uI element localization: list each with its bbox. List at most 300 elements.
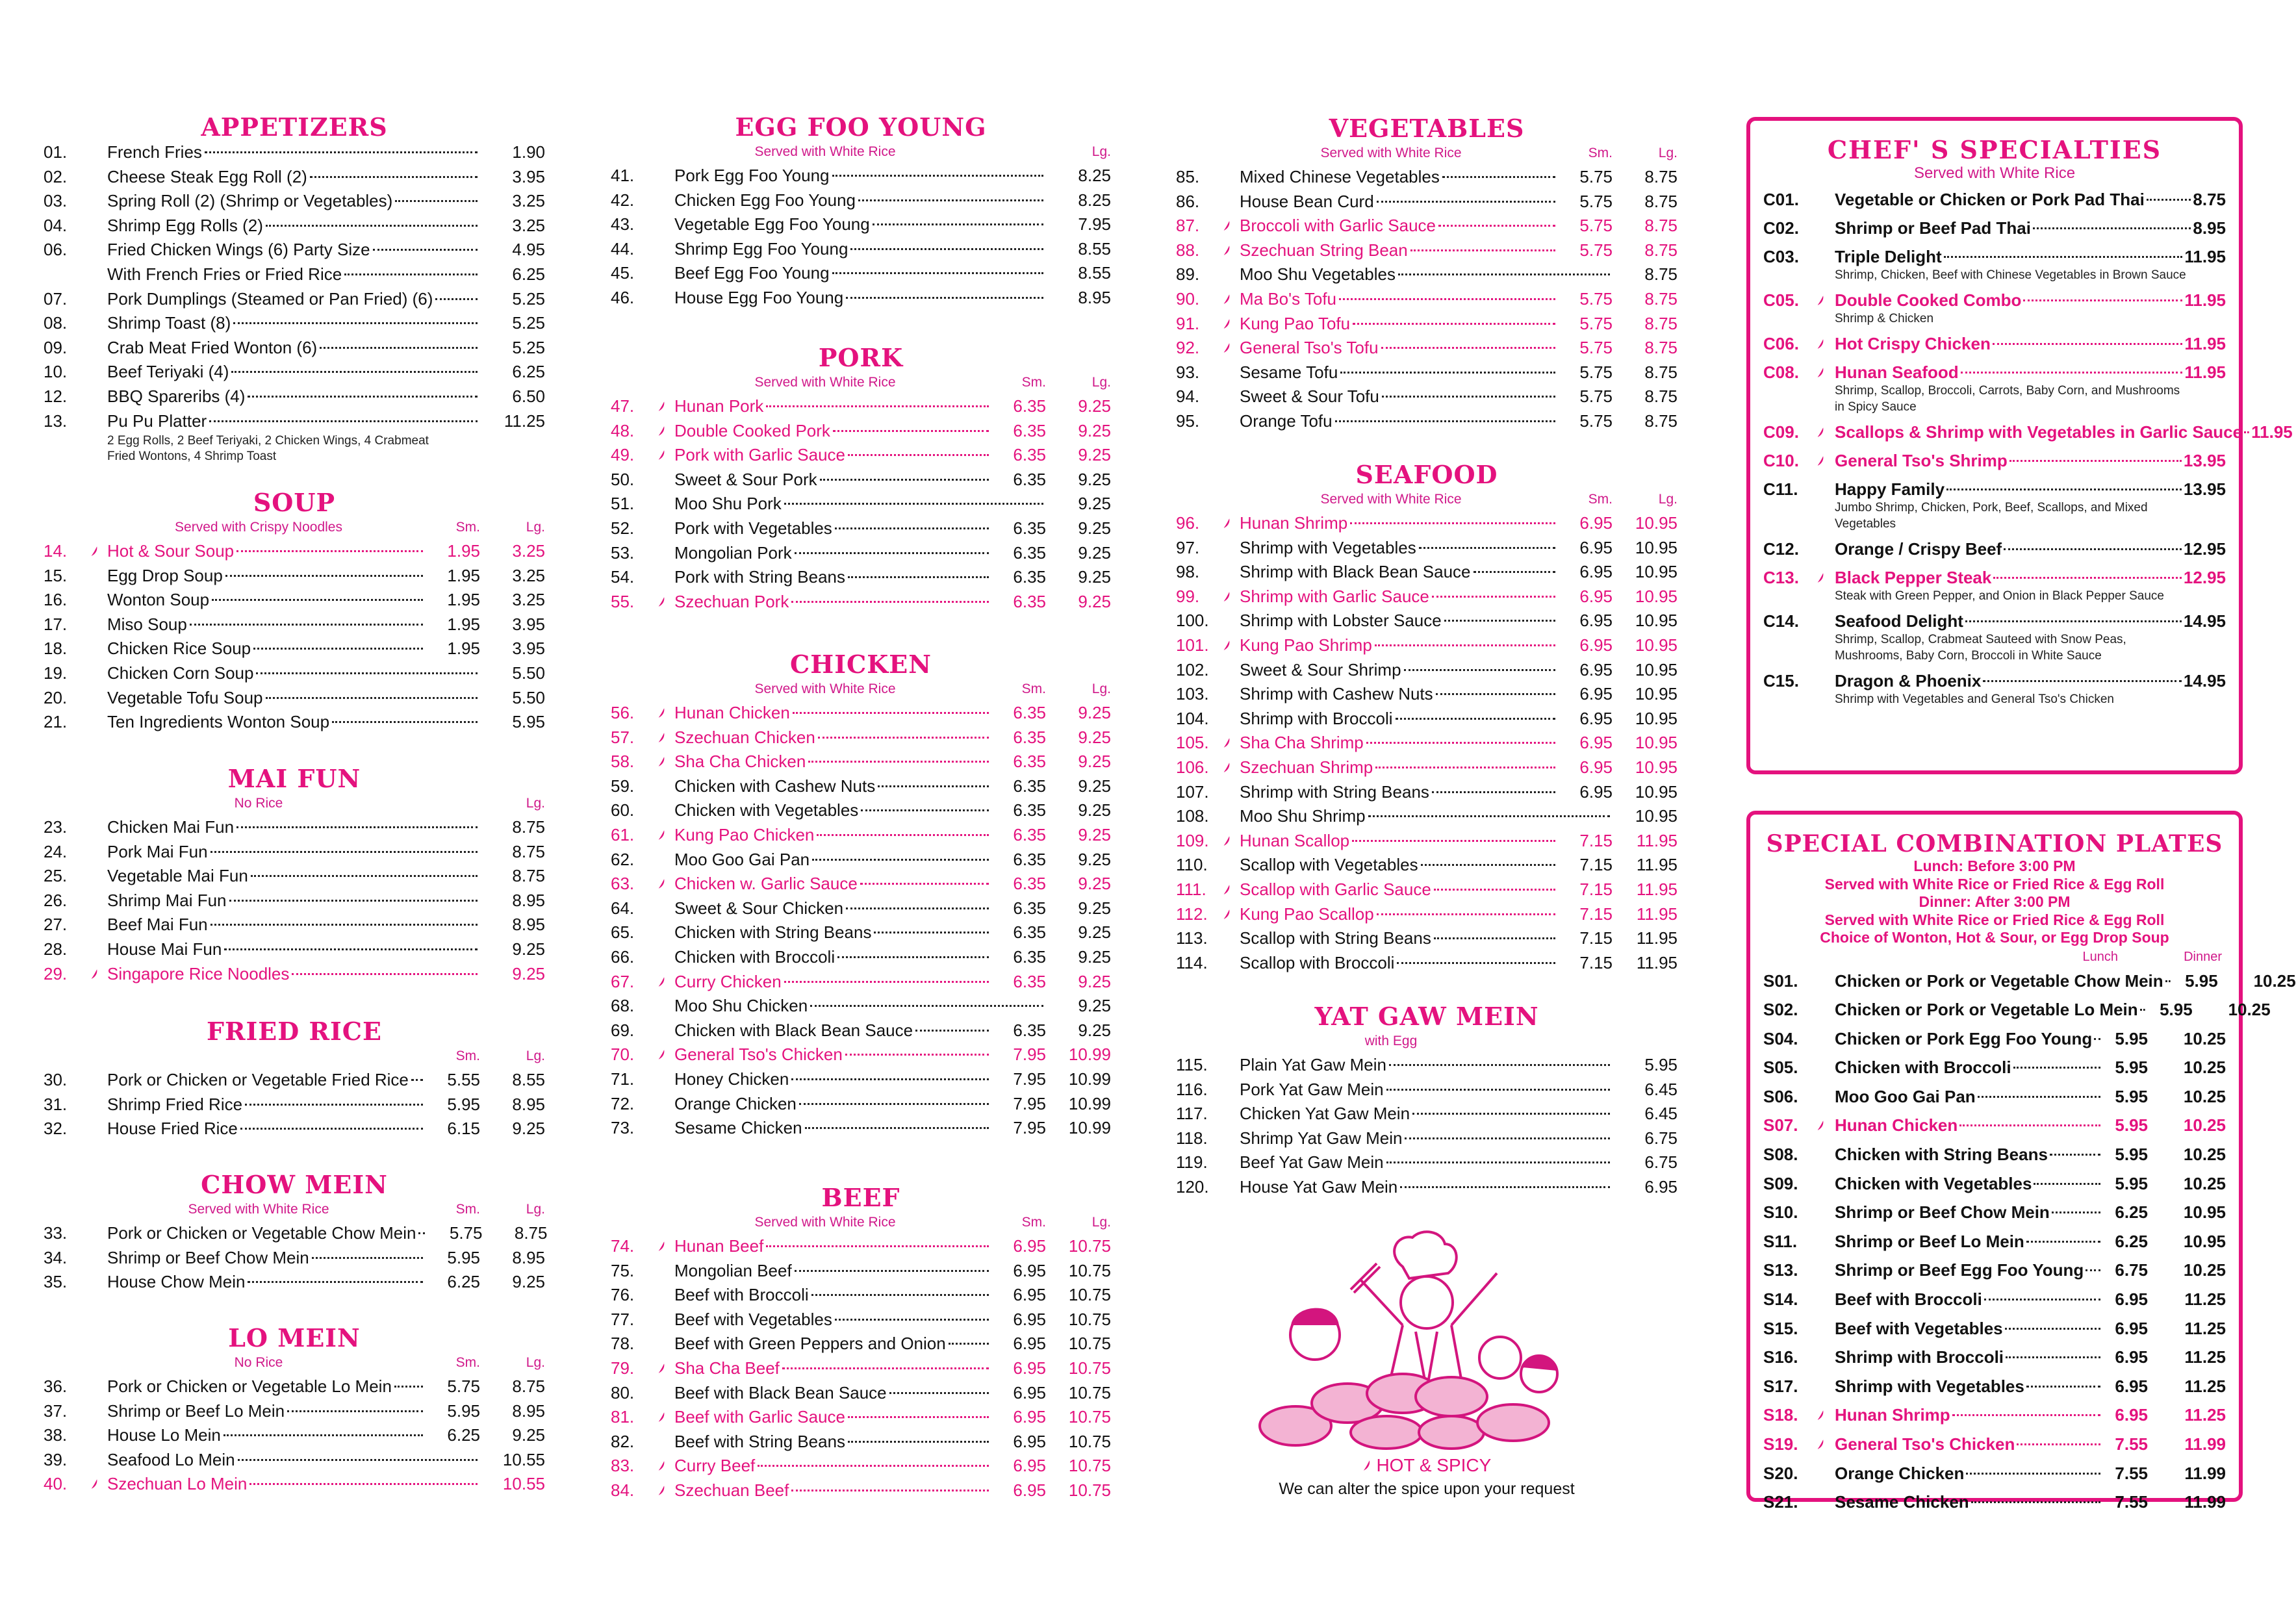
dot-leader — [224, 948, 478, 950]
menu-item[interactable] — [44, 287, 545, 312]
menu-item[interactable] — [1176, 312, 1677, 336]
section-beef — [611, 1185, 1111, 1503]
menu-item[interactable] — [611, 1092, 1111, 1117]
menu-item[interactable] — [611, 565, 1111, 590]
combination-item[interactable] — [1763, 995, 2271, 1024]
large-price: 3.25 — [512, 215, 545, 235]
menu-item[interactable] — [611, 394, 1111, 419]
section-seafood — [1176, 462, 1677, 975]
large-price: 10.55 — [502, 1449, 545, 1469]
large-price: 8.75 — [1644, 240, 1677, 260]
combination-item[interactable] — [1763, 1256, 2226, 1285]
menu-item[interactable] — [1176, 361, 1677, 385]
item-number: 58. — [611, 752, 635, 772]
dot-leader — [805, 1127, 989, 1129]
combination-item[interactable] — [1763, 1198, 2226, 1227]
item-name: Shrimp with Garlic Sauce — [1240, 586, 1429, 606]
item-number: 59. — [611, 776, 635, 796]
dot-leader — [2165, 980, 2171, 982]
dot-leader — [915, 1030, 989, 1032]
item-name: Singapore Rice Noodles — [107, 963, 290, 983]
item-name: Shrimp Mai Fun — [107, 890, 227, 910]
menu-item[interactable] — [1176, 238, 1677, 263]
small-price: 6.35 — [1013, 591, 1046, 611]
menu-item[interactable] — [611, 1405, 1111, 1430]
menu-item[interactable] — [611, 848, 1111, 872]
item-number: 64. — [611, 898, 635, 918]
small-price: 6.95 — [1013, 1382, 1046, 1402]
menu-item[interactable] — [1176, 1150, 1677, 1175]
item-number: 118. — [1176, 1128, 1208, 1148]
combination-item[interactable] — [1763, 1111, 2226, 1140]
dot-leader — [1366, 742, 1555, 744]
menu-item[interactable] — [611, 212, 1111, 237]
specialty-item[interactable] — [1763, 446, 2226, 475]
menu-item[interactable] — [44, 409, 545, 434]
small-price: 5.55 — [447, 1070, 480, 1089]
menu-item[interactable] — [611, 945, 1111, 970]
menu-item[interactable] — [1176, 536, 1677, 561]
menu-item[interactable] — [44, 1246, 545, 1271]
chef-specialties-subtitle: Served with White Rice — [1913, 164, 2076, 182]
large-price: 10.95 — [1635, 806, 1677, 826]
menu-item[interactable] — [1176, 755, 1677, 780]
lunch-price: 6.75 — [2115, 1260, 2148, 1280]
menu-item[interactable] — [44, 564, 545, 589]
item-number: 95. — [1176, 411, 1200, 431]
menu-item[interactable] — [1176, 385, 1677, 409]
large-price: 10.99 — [1068, 1045, 1111, 1065]
menu-item[interactable] — [1176, 902, 1677, 927]
dot-leader — [205, 151, 478, 153]
large-price: 8.95 — [512, 1247, 545, 1267]
item-name: Mongolian Pork — [674, 542, 792, 563]
menu-item[interactable] — [611, 1478, 1111, 1503]
menu-item[interactable] — [1176, 878, 1677, 902]
menu-item[interactable] — [1176, 165, 1677, 190]
item-number: 54. — [611, 567, 635, 587]
menu-item[interactable] — [611, 1332, 1111, 1356]
dot-leader — [949, 1343, 989, 1345]
item-name: Chicken or Pork Egg Foo Young — [1835, 1028, 2093, 1048]
menu-item[interactable] — [611, 872, 1111, 896]
item-price: 11.95 — [2251, 422, 2293, 442]
menu-item[interactable] — [611, 468, 1111, 492]
item-number: 108. — [1176, 806, 1209, 826]
dot-leader — [811, 1294, 989, 1296]
item-name: Scallops & Shrimp with Vegetables in Garlic Sauce — [1835, 422, 2243, 442]
item-name: Vegetable Mai Fun — [107, 866, 248, 886]
menu-item[interactable] — [44, 140, 545, 165]
item-name: Moo Shu Vegetables — [1240, 264, 1396, 285]
dinner-price: 11.99 — [2184, 1492, 2226, 1512]
menu-item[interactable] — [611, 1454, 1111, 1478]
dot-leader — [2086, 1269, 2100, 1271]
item-name: Shrimp with String Beans — [1240, 781, 1429, 802]
item-name: Beef with Broccoli — [674, 1285, 809, 1305]
menu-item[interactable] — [611, 286, 1111, 311]
large-price: 10.99 — [1068, 1093, 1111, 1113]
dot-leader — [1377, 913, 1555, 915]
chili-pepper-icon — [1223, 884, 1240, 895]
menu-item[interactable] — [1176, 1078, 1677, 1102]
item-name: French Fries — [107, 142, 202, 162]
menu-item[interactable] — [1176, 609, 1677, 633]
menu-item[interactable] — [611, 1116, 1111, 1141]
section-title: LO MEIN — [228, 1323, 361, 1352]
large-price: 9.25 — [1078, 567, 1111, 587]
menu-item[interactable] — [1176, 190, 1677, 214]
menu-item[interactable] — [611, 1381, 1111, 1406]
large-price: 8.75 — [512, 866, 545, 886]
combination-item[interactable] — [1763, 1140, 2226, 1169]
combination-plates-title: SPECIAL COMBINATION PLATES — [1766, 830, 2223, 857]
menu-item[interactable] — [44, 613, 545, 637]
dot-leader — [808, 761, 989, 763]
menu-item[interactable] — [44, 1093, 545, 1117]
menu-item[interactable] — [44, 889, 545, 913]
menu-item[interactable] — [611, 994, 1111, 1019]
menu-item[interactable] — [611, 443, 1111, 468]
spice-note: We can alter the spice upon your request — [1279, 1480, 1575, 1498]
small-price: 5.75 — [447, 1376, 480, 1396]
combination-item[interactable] — [1763, 1053, 2226, 1082]
menu-item[interactable] — [1176, 804, 1677, 829]
item-name: House Mai Fun — [107, 939, 222, 959]
chef-head — [1401, 1276, 1453, 1328]
menu-item[interactable] — [44, 588, 545, 613]
combination-item[interactable] — [1763, 1372, 2226, 1401]
menu-item[interactable] — [1176, 829, 1677, 854]
specialty-item[interactable] — [1763, 185, 2226, 214]
item-number: 65. — [611, 922, 635, 943]
small-price: 7.95 — [1013, 1093, 1046, 1113]
menu-item[interactable] — [44, 238, 545, 262]
menu-item[interactable] — [44, 1221, 548, 1246]
chili-pepper-icon — [1223, 220, 1240, 231]
menu-item[interactable] — [44, 311, 545, 336]
dish — [1477, 1404, 1549, 1441]
chili-pepper-icon — [657, 1485, 674, 1496]
large-price: 5.95 — [512, 712, 545, 732]
item-name: Hot Crispy Chicken — [1835, 334, 1991, 353]
item-number: 02. — [44, 166, 68, 186]
chili-pepper-icon — [1223, 737, 1240, 748]
menu-item[interactable] — [44, 262, 545, 287]
dinner-price: 11.25 — [2184, 1376, 2226, 1396]
dot-leader — [795, 552, 989, 554]
item-number: 87. — [1176, 216, 1200, 236]
item-name: Black Pepper Steak — [1835, 568, 1992, 587]
boy-head — [1479, 1337, 1521, 1378]
large-price: 8.25 — [1078, 166, 1111, 185]
menu-item[interactable] — [1176, 214, 1677, 238]
menu-item[interactable] — [1176, 633, 1677, 658]
menu-item[interactable] — [44, 360, 545, 385]
combination-item[interactable] — [1763, 1227, 2226, 1256]
item-name: Chicken or Pork or Vegetable Lo Mein — [1835, 1000, 2138, 1020]
menu-item[interactable] — [611, 920, 1111, 945]
specialty-item[interactable] — [1763, 214, 2226, 242]
dot-leader — [846, 297, 1043, 299]
menu-item[interactable] — [44, 385, 545, 409]
dot-leader — [1398, 273, 1610, 275]
menu-item[interactable] — [44, 1423, 545, 1448]
combination-note: Served with White Rice or Fried Rice & Egg Roll — [1824, 911, 2165, 928]
combination-item[interactable] — [1763, 967, 2296, 996]
combination-item[interactable] — [1763, 1430, 2226, 1459]
item-number: 39. — [44, 1449, 68, 1469]
large-price: 9.25 — [512, 1119, 545, 1139]
menu-item[interactable] — [44, 937, 545, 962]
small-price: 7.15 — [1579, 928, 1613, 948]
menu-item[interactable] — [611, 970, 1111, 995]
item-number: 120. — [1176, 1176, 1209, 1197]
small-size-label: Sm. — [1588, 492, 1613, 507]
chili-pepper-icon — [90, 1478, 107, 1490]
item-price: 12.95 — [2183, 568, 2226, 587]
menu-item[interactable] — [611, 726, 1111, 750]
menu-item[interactable] — [1176, 1102, 1677, 1126]
dot-leader — [1952, 1414, 2100, 1416]
small-price: 6.95 — [1579, 611, 1613, 631]
item-number: 97. — [1176, 537, 1200, 557]
item-number: 33. — [44, 1223, 68, 1243]
dot-leader — [2026, 1241, 2100, 1243]
menu-item[interactable] — [611, 1308, 1111, 1332]
item-number: 96. — [1176, 513, 1200, 533]
large-size-label: Lg. — [526, 796, 545, 811]
dot-leader — [848, 576, 989, 578]
menu-item[interactable] — [44, 214, 545, 238]
menu-item[interactable] — [44, 1472, 545, 1497]
item-name: Hunan Chicken — [674, 703, 790, 722]
large-size-label: Lg. — [526, 520, 545, 535]
item-name: Pork with String Beans — [674, 567, 846, 587]
item-name: Sesame Chicken — [1835, 1492, 1969, 1512]
small-price: 6.35 — [1013, 703, 1046, 722]
item-number: 113. — [1176, 928, 1208, 948]
small-price: 6.35 — [1013, 420, 1046, 440]
menu-item[interactable] — [44, 165, 545, 190]
large-price: 1.90 — [512, 142, 545, 162]
combination-item[interactable] — [1763, 1082, 2226, 1111]
dot-leader — [209, 420, 478, 422]
item-number: 44. — [611, 238, 635, 259]
item-code: C03. — [1763, 247, 1799, 266]
specialty-item[interactable] — [1763, 418, 2293, 446]
dot-leader — [2026, 1386, 2100, 1388]
menu-item[interactable] — [611, 261, 1111, 286]
menu-item[interactable] — [1176, 560, 1677, 585]
item-description: 2 Egg Rolls, 2 Beef Teriyaki, 2 Chicken Wings, 4 Crabmeat Fried Wontons, 4 Shrimp Toast — [107, 434, 429, 464]
menu-item[interactable] — [44, 864, 545, 889]
dot-leader — [2004, 548, 2182, 550]
menu-item[interactable] — [44, 815, 545, 840]
menu-item[interactable] — [611, 1356, 1111, 1381]
dot-leader — [1340, 372, 1555, 374]
menu-item[interactable] — [611, 1259, 1111, 1284]
menu-item[interactable] — [611, 492, 1111, 516]
item-number: 15. — [44, 565, 68, 585]
section-subtitle: Served with Crispy Noodles — [175, 520, 342, 535]
menu-item[interactable] — [44, 962, 545, 987]
menu-item[interactable] — [611, 188, 1111, 213]
menu-item[interactable] — [1176, 853, 1677, 878]
menu-item[interactable] — [1176, 511, 1677, 536]
specialty-item[interactable] — [1763, 535, 2226, 563]
menu-item[interactable] — [611, 164, 1111, 188]
combination-item[interactable] — [1763, 1024, 2226, 1054]
combination-item[interactable] — [1763, 1169, 2226, 1199]
lunch-price: 7.55 — [2115, 1463, 2148, 1483]
menu-item[interactable] — [1176, 951, 1677, 976]
combination-item[interactable] — [1763, 1459, 2226, 1488]
menu-item[interactable] — [1176, 658, 1677, 683]
menu-item[interactable] — [611, 590, 1111, 615]
dinner-price: 11.25 — [2184, 1347, 2226, 1367]
menu-item[interactable] — [44, 637, 545, 661]
combination-item[interactable] — [1763, 1488, 2226, 1517]
large-size-label: Lg. — [1091, 144, 1111, 159]
item-code: C02. — [1763, 218, 1799, 238]
menu-item[interactable] — [44, 840, 545, 865]
item-name: Dragon & Phoenix — [1835, 671, 1982, 691]
item-name: House Chow Mein — [107, 1272, 246, 1292]
item-code: S19. — [1763, 1434, 1798, 1454]
menu-item[interactable] — [44, 1270, 545, 1295]
item-name: Shrimp Toast (8) — [107, 313, 231, 333]
menu-item[interactable] — [44, 336, 545, 361]
small-size-label: Sm. — [455, 1048, 480, 1063]
item-number: 66. — [611, 946, 635, 967]
menu-item[interactable] — [44, 913, 545, 937]
menu-item[interactable] — [1176, 1175, 1677, 1200]
dot-leader — [1410, 249, 1555, 251]
dot-leader — [835, 1319, 989, 1321]
dot-leader — [256, 672, 478, 674]
item-name: Seafood Lo Mein — [107, 1449, 235, 1469]
menu-item[interactable] — [611, 541, 1111, 566]
specialty-item[interactable] — [1763, 329, 2226, 358]
menu-item[interactable] — [611, 419, 1111, 444]
item-name: Mixed Chinese Vegetables — [1240, 167, 1440, 186]
menu-item[interactable] — [1176, 409, 1677, 434]
menu-item[interactable] — [44, 1068, 545, 1093]
dot-leader — [1984, 1299, 2100, 1300]
dot-leader — [2140, 1009, 2145, 1011]
menu-item[interactable] — [44, 1375, 545, 1399]
dot-leader — [248, 1281, 423, 1283]
lunch-price: 5.95 — [2115, 1058, 2148, 1078]
small-price: 5.75 — [1579, 338, 1613, 358]
menu-item[interactable] — [1176, 336, 1677, 361]
menu-item[interactable] — [611, 750, 1111, 774]
menu-item[interactable] — [1176, 926, 1677, 951]
small-price: 7.15 — [1579, 879, 1613, 899]
menu-item[interactable] — [611, 1019, 1111, 1043]
dot-leader — [1375, 767, 1555, 768]
combination-item[interactable] — [1763, 1401, 2226, 1430]
item-name: Sweet & Sour Chicken — [674, 898, 844, 918]
menu-item[interactable] — [1176, 731, 1677, 755]
dot-leader — [231, 371, 478, 373]
menu-item[interactable] — [611, 237, 1111, 262]
item-number: 119. — [1176, 1152, 1208, 1173]
menu-item[interactable] — [611, 701, 1111, 726]
menu-item[interactable] — [44, 189, 545, 214]
dot-leader — [1382, 396, 1555, 398]
menu-item[interactable] — [611, 774, 1111, 799]
combination-item[interactable] — [1763, 1343, 2226, 1372]
combination-item[interactable] — [1763, 1285, 2226, 1314]
menu-item[interactable] — [611, 823, 1111, 848]
menu-item[interactable] — [44, 1399, 545, 1424]
dinner-price: 10.25 — [2183, 1028, 2226, 1048]
section-title: MAI FUN — [227, 764, 361, 793]
menu-item[interactable] — [611, 798, 1111, 823]
item-name: Beef with Broccoli — [1835, 1289, 1982, 1310]
dinner-price: 11.25 — [2184, 1289, 2226, 1310]
menu-item[interactable] — [44, 661, 545, 686]
menu-item[interactable] — [611, 1067, 1111, 1092]
item-name: Chicken with String Beans — [1835, 1145, 2048, 1165]
small-price: 6.35 — [1013, 898, 1046, 918]
menu-item[interactable] — [44, 1117, 545, 1141]
item-name: Curry Chicken — [674, 971, 782, 991]
item-number: 25. — [44, 866, 68, 886]
menu-item[interactable] — [1176, 287, 1677, 312]
menu-item[interactable] — [611, 1283, 1111, 1308]
large-size-label: Lg. — [1658, 492, 1677, 507]
item-code: S09. — [1763, 1173, 1798, 1193]
combination-item[interactable] — [1763, 1314, 2226, 1343]
large-price: 8.75 — [1644, 191, 1677, 211]
menu-item[interactable] — [44, 1448, 545, 1473]
menu-item[interactable] — [611, 516, 1111, 541]
item-name: Beef Egg Foo Young — [674, 263, 830, 283]
menu-item[interactable] — [44, 686, 545, 711]
item-number: 07. — [44, 288, 68, 309]
menu-item[interactable] — [1176, 262, 1677, 287]
menu-item[interactable] — [1176, 682, 1677, 707]
menu-item[interactable] — [611, 1043, 1111, 1067]
item-code: S13. — [1763, 1260, 1798, 1280]
menu-item[interactable] — [44, 710, 545, 735]
item-name: Mongolian Beef — [674, 1260, 792, 1280]
menu-item[interactable] — [611, 896, 1111, 921]
menu-item[interactable] — [1176, 1053, 1677, 1078]
section-fried-rice — [44, 1019, 545, 1141]
item-number: 55. — [611, 591, 635, 611]
item-number: 89. — [1176, 264, 1200, 285]
item-code: C12. — [1763, 539, 1799, 559]
menu-item[interactable] — [611, 1430, 1111, 1454]
item-name: Beef Yat Gaw Mein — [1240, 1152, 1384, 1173]
menu-item[interactable] — [611, 1234, 1111, 1259]
item-name: Shrimp or Beef Lo Mein — [1835, 1231, 2024, 1251]
menu-item[interactable] — [1176, 585, 1677, 609]
large-size-label: Lg. — [1091, 681, 1111, 696]
menu-item[interactable] — [1176, 1126, 1677, 1151]
dot-leader — [2017, 1443, 2100, 1445]
menu-item[interactable] — [1176, 780, 1677, 805]
item-name: Chicken with Vegetables — [1835, 1173, 2032, 1193]
dot-leader — [1381, 347, 1555, 349]
menu-item[interactable] — [1176, 707, 1677, 731]
menu-item[interactable] — [44, 539, 545, 564]
small-price: 6.35 — [1013, 542, 1046, 563]
